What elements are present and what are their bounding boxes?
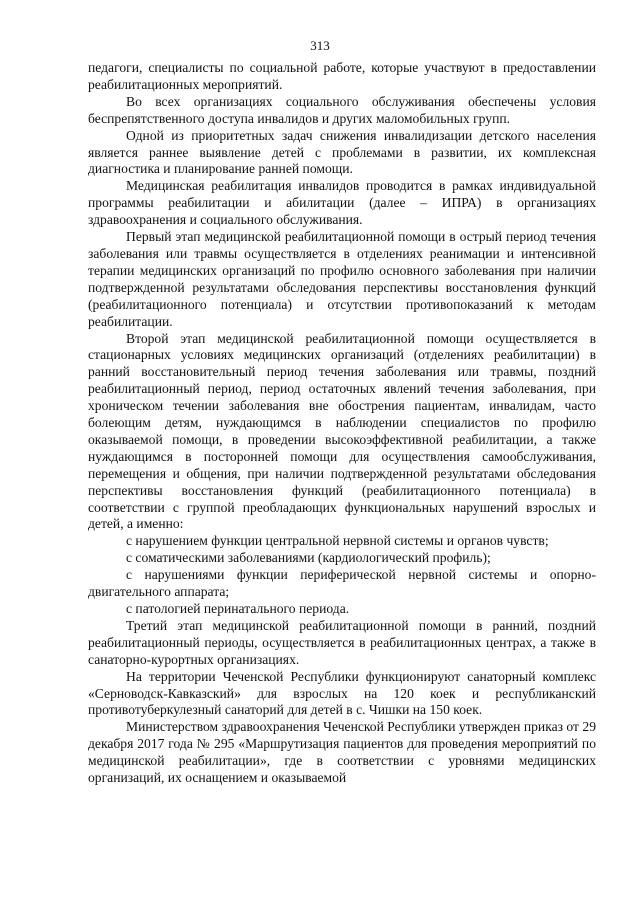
paragraph-medical-rehabilitation: Медицинская реабилитация инвалидов проводится в рамках индивидуальной программы реабилитации и абилитации (далее – ИПРА) в организациях здравоохранения и социального обслуживания.: [88, 178, 596, 228]
paragraph-sanatoriums: На территории Чеченской Республики функционируют санаторный комплекс «Серноводск-Кавказский» для взрослых на 120 коек и республиканский противотуберкулезный санаторий для детей в с. Чишки на 150 коек.: [88, 668, 596, 718]
paragraph-continuation: педагоги, специалисты по социальной работе, которые участвуют в предоставлении реабилитационных мероприятий.: [88, 60, 596, 92]
paragraph-accessibility: Во всех организациях социального обслуживания обеспечены условия беспрепятственного доступа инвалидов и других маломобильных групп.: [88, 93, 596, 126]
list-item-peripheral: с нарушениями функции периферической нервной системы и опорно-двигательного аппарата;: [88, 567, 596, 600]
list-item-somatic: с соматическими заболеваниями (кардиологический профиль);: [126, 550, 491, 566]
list-item-cns: с нарушением функции центральной нервной системы и органов чувств;: [126, 533, 549, 549]
paragraph-early-detection: Одной из приоритетных задач снижения инвалидизации детского населения является раннее выявление детей с проблемами в развитии, их комплексная диагностика и планирование ранней помощи.: [88, 127, 596, 177]
paragraph-second-stage: Второй этап медицинской реабилитационной помощи осуществляется в стационарных условиях медицинских организаций (отделениях реабилитации) в ранний восстановительный период течения заболевания или травмы, поздний реабилитационный период, период остаточных явлений течения заболевания, при хроническом течении заболевания вне обострения пациентам, инвалидам, часто болеющим детям, нуждающимся в наблюдении специалистов по профилю оказываемой помощи, в проведении высокоэффективной реабилитации, а также нуждающимся в посторонней помощи для осуществления самообслуживания, перемещения и общения, при наличии подтвержденной результатами обследования перспективы восстановления функций (реабилитационного потенциала) в соответствии с группой преобладающих функциональных нарушений взрослых и детей, а именно:: [88, 330, 596, 532]
document-body: [88, 60, 596, 787]
paragraph-third-stage: Третий этап медицинской реабилитационной помощи в ранний, поздний реабилитационный периоды, осуществляется в реабилитационных центрах, а также в санаторно-курортных организациях.: [88, 617, 596, 667]
paragraph-ministry-order: Министерством здравоохранения Чеченской Республики утвержден приказ от 29 декабря 2017 года № 295 «Маршрутизация пациентов для проведения мероприятий по медицинской реабилитации», где в соответствии с уровнями медицинских организаций, их оснащением и оказываемой: [88, 719, 596, 786]
list-item-perinatal: с патологией перинатального периода.: [126, 601, 350, 616]
paragraph-first-stage: Первый этап медицинской реабилитационной помощи в острый период течения заболевания или травмы осуществляется в отделениях реанимации и интенсивной терапии медицинских организаций по профилю основного заболевания при наличии подтвержденной результатами обследования перспективы восстановления функций (реабилитационного потенциала) и отсутствии противопоказаний к методам реабилитации.: [88, 229, 596, 329]
page-number: 313: [310, 38, 330, 53]
